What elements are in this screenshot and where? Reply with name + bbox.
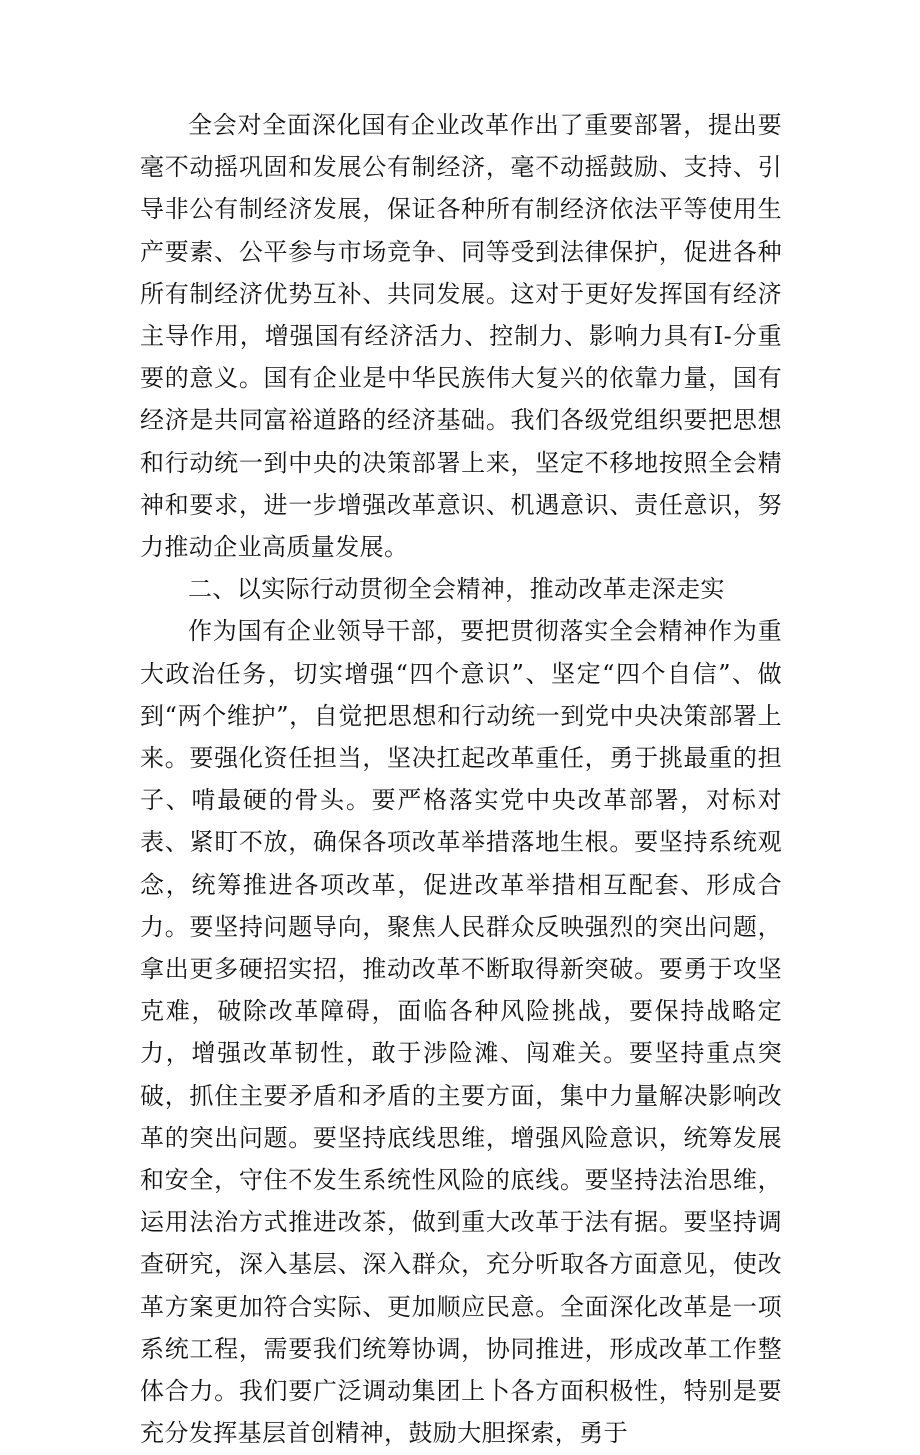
paragraph-implementation: 作为国有企业领导干部，要把贯彻落实全会精神作为重大政治任务，切实增强“四个意识”、坚定“四个自信”、做到“两个维护”，自觉把思想和行动统一到党中央决策部署上来。要强化资任担当，坚决扛起改革重任，勇于挑最重的担子、啃最硬的骨头。要严格落实党中央改革部署，对标对表、紧盯不放，确保各项改革举措落地生根。要坚持系统观念，统筹推进各项改革，促进改革举措相互配套、形成合力。要坚持问题导向，聚焦人民群众反映强烈的突出问题，拿出更多硬招实招，推动改革不断取得新突破。要勇于攻坚克难，破除改革障碍，面临各种风险挑战，要保持战略定力，增强改革韧性，敢于涉险滩、闯难关。要坚持重点突破，抓住主要矛盾和矛盾的主要方面，集中力量解决影响改革的突出问题。要坚持底线思维，增强风险意识，统筹发展和安全，守住不发生系统性风险的底线。要坚持法治思维，运用法治方式推进改茶，做到重大改革于法有据。要坚持调查研究，深入基层、深入群众，充分听取各方面意见，使改革方案更加符合实际、更加顺应民意。全面深化改革是一项系统工程，需要我们统筹协调，协同推进，形成改革工作整体合力。我们要广泛调动集团上卜各方面积极性，特别是要充分发挥基层首创精神，鼓励大胆探索，勇于 xyxy=(140,617,782,1448)
section-heading-two: 二、以实际行动贯彻全会精神，推动改革走深走实 xyxy=(188,575,725,604)
paragraph-reform-deployment: 全会对全面深化国有企业改革作出了重要部署，提出要毫不动摇巩固和发展公有制经济，毫不动摇鼓励、支持、引导非公有制经济发展，保证各种所有制经济依法平等使用生产要素、公平参与市场竞争、同等受到法律保护，促进各种所有制经济优势互补、共同发展。这对于更好发挥国有经济主导作用，增强国有经济活力、控制力、影响力具有I-分重要的意义。国有企业是中华民族伟大复兴的依靠力量，国有经济是共同富裕道路的经济基础。我们各级党组织要把思想和行动统一到中央的决策部署上来，坚定不移地按照全会精神和要求，进一步增强改革意识、机遇意识、责任意识，努力推动企业高质量发展。 xyxy=(140,111,782,562)
document-body xyxy=(140,104,782,1455)
